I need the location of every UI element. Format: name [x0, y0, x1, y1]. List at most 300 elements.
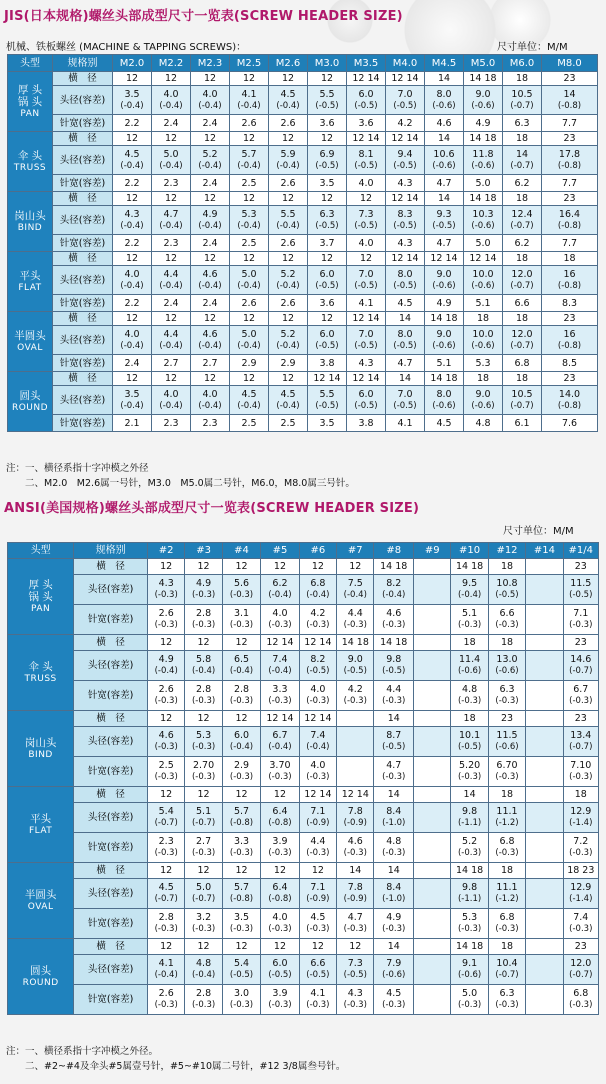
table-cell: 2.7 (-0.3): [185, 833, 222, 863]
table-cell: 12 14: [347, 132, 386, 146]
table-cell: 3.5: [308, 175, 347, 192]
table-cell: 3.6: [347, 115, 386, 132]
table-cell: 5.4 (-0.7): [147, 803, 184, 833]
table-cell: 8.7 (-0.5): [374, 727, 414, 757]
table-cell: 3.1 (-0.3): [222, 605, 260, 635]
table-cell: 12: [230, 192, 269, 206]
spec-label: 头径(容差): [53, 206, 113, 235]
table-cell: 6.9 (-0.5): [308, 146, 347, 175]
spec-label: 针宽(容差): [53, 115, 113, 132]
table-cell: [337, 757, 374, 787]
table-cell: 7.3 (-0.5): [337, 955, 374, 985]
table-cell: 18: [503, 132, 542, 146]
table-cell: 8.4 (-1.0): [374, 879, 414, 909]
table-cell: 5.7 (-0.8): [222, 803, 260, 833]
table-cell: 2.6 (-0.3): [147, 985, 184, 1015]
table-cell: 14: [374, 711, 414, 727]
table-cell: 18: [542, 252, 598, 266]
table-cell: [414, 955, 451, 985]
table-cell: 5.1: [464, 295, 503, 312]
table-cell: 14: [374, 787, 414, 803]
table-cell: [414, 787, 451, 803]
table-cell: 12: [185, 711, 222, 727]
table-cell: 4.2: [386, 115, 425, 132]
table-cell: 6.3 (-0.3): [488, 681, 525, 711]
table-cell: 4.1 (-0.4): [147, 955, 184, 985]
table-cell: [414, 985, 451, 1015]
table-cell: 2.7: [191, 355, 230, 372]
table-cell: 12: [261, 559, 299, 575]
table-cell: 5.0: [464, 175, 503, 192]
jis-note-1: 注：一、横径系指十字冲模之外径: [6, 463, 149, 474]
table-cell: 12: [261, 939, 299, 955]
head-type-name: 岗山头: [14, 209, 46, 222]
spec-label: 头径(容差): [53, 386, 113, 415]
table-cell: 11.5 (-0.5): [563, 575, 598, 605]
table-cell: 12: [185, 787, 222, 803]
table-cell: 18: [451, 635, 488, 651]
spec-label: 头径(容差): [74, 575, 148, 605]
table-cell: 12: [113, 312, 152, 326]
table-cell: 6.7 (-0.4): [261, 727, 299, 757]
table-cell: 6.2: [503, 235, 542, 252]
table-cell: 4.0 (-0.4): [152, 86, 191, 115]
spec-label: 横 径: [74, 939, 148, 955]
spec-label: 针宽(容差): [74, 909, 148, 939]
table-cell: 9.0 (-0.6): [464, 386, 503, 415]
table-cell: 2.6: [269, 115, 308, 132]
table-cell: 12: [308, 252, 347, 266]
table-cell: 12: [269, 132, 308, 146]
table-cell: 18: [488, 863, 525, 879]
table-row: [8, 355, 598, 372]
column-header: M3.5: [347, 55, 386, 72]
column-header: M2.2: [152, 55, 191, 72]
table-cell: 12: [337, 939, 374, 955]
table-cell: 12.0 (-0.7): [503, 326, 542, 355]
table-cell: 2.4: [113, 355, 152, 372]
table-cell: 6.0 (-0.5): [347, 86, 386, 115]
table-cell: 7.4 (-0.3): [563, 909, 598, 939]
table-cell: 10.5 (-0.7): [503, 86, 542, 115]
spec-label: 头径(容差): [74, 955, 148, 985]
table-cell: 5.0 (-0.4): [230, 326, 269, 355]
table-cell: 2.1: [113, 415, 152, 432]
table-row: [8, 575, 599, 605]
column-header: M3.0: [308, 55, 347, 72]
table-cell: 5.5 (-0.4): [269, 206, 308, 235]
table-cell: 18 23: [563, 863, 598, 879]
table-row: [8, 651, 599, 681]
table-cell: 4.3: [386, 235, 425, 252]
table-cell: [414, 863, 451, 879]
table-cell: [526, 727, 563, 757]
table-cell: 4.4 (-0.4): [152, 266, 191, 295]
table-row: [8, 72, 598, 86]
spec-label: 头径(容差): [53, 326, 113, 355]
table-row: [8, 985, 599, 1015]
table-cell: 2.8 (-0.3): [147, 909, 184, 939]
table-cell: 4.0 (-0.4): [152, 386, 191, 415]
table-cell: 5.5 (-0.5): [308, 86, 347, 115]
table-cell: 14: [451, 787, 488, 803]
table-cell: 12.9 (-1.4): [563, 803, 598, 833]
table-cell: [414, 681, 451, 711]
table-cell: 5.0 (-0.3): [451, 985, 488, 1015]
table-cell: 12 14: [299, 635, 336, 651]
head-type-en: BIND: [17, 222, 43, 233]
table-cell: 2.6: [269, 175, 308, 192]
table-cell: 4.5 (-0.4): [230, 386, 269, 415]
column-header: #9: [414, 543, 451, 559]
table-cell: 12: [185, 559, 222, 575]
table-cell: 4.7: [425, 235, 464, 252]
table-cell: 12: [147, 635, 184, 651]
table-cell: [526, 879, 563, 909]
table-cell: 2.3: [152, 415, 191, 432]
column-header: M2.5: [230, 55, 269, 72]
table-row: [8, 146, 598, 175]
table-cell: 4.8: [464, 415, 503, 432]
table-cell: 3.3 (-0.3): [261, 681, 299, 711]
table-cell: 12: [191, 192, 230, 206]
table-cell: [526, 575, 563, 605]
table-cell: 4.5: [386, 295, 425, 312]
table-cell: 2.5 (-0.3): [147, 757, 184, 787]
head-type-en: OVAL: [17, 342, 43, 353]
head-type-cell: [8, 863, 74, 939]
head-type-cell: [8, 711, 74, 787]
table-cell: 7.8 (-0.9): [337, 803, 374, 833]
table-cell: 14 18: [451, 863, 488, 879]
table-cell: 8.4 (-1.0): [374, 803, 414, 833]
table-cell: 3.5: [308, 415, 347, 432]
table-cell: 2.3: [152, 175, 191, 192]
table-cell: 14: [374, 863, 414, 879]
table-row: [8, 681, 599, 711]
table-cell: [414, 559, 451, 575]
table-cell: 10.5 (-0.7): [503, 386, 542, 415]
table-cell: 4.0: [347, 235, 386, 252]
table-cell: 4.6 (-0.3): [337, 833, 374, 863]
table-cell: 14: [425, 192, 464, 206]
table-cell: 18: [503, 312, 542, 326]
column-header: #1/4: [563, 543, 598, 559]
table-cell: 4.5 (-0.4): [269, 386, 308, 415]
table-cell: 14: [425, 132, 464, 146]
table-cell: 14 18: [425, 372, 464, 386]
table-cell: 14 (-0.8): [542, 86, 598, 115]
spec-label: 头径(容差): [53, 146, 113, 175]
table-cell: 5.20 (-0.3): [451, 757, 488, 787]
table-cell: 23: [563, 635, 598, 651]
table-cell: 12 14: [299, 787, 336, 803]
table-cell: 2.6 (-0.3): [147, 681, 184, 711]
table-cell: 4.3 (-0.3): [147, 575, 184, 605]
table-cell: 4.0 (-0.4): [191, 386, 230, 415]
table-cell: 12: [113, 252, 152, 266]
table-cell: 2.8 (-0.3): [185, 605, 222, 635]
table-cell: 12 14: [347, 372, 386, 386]
table-cell: 14: [425, 72, 464, 86]
ansi-size-table: [7, 542, 599, 1015]
table-cell: 5.3 (-0.3): [185, 727, 222, 757]
spec-label: 横 径: [74, 559, 148, 575]
table-cell: 12: [269, 372, 308, 386]
table-cell: 12 14: [299, 711, 336, 727]
table-cell: 2.5: [269, 415, 308, 432]
column-header: 头型: [8, 543, 74, 559]
spec-label: 横 径: [74, 635, 148, 651]
ansi-title: ANSI(美国规格)螺丝头部成型尺寸一览表(SCREW HEADER SIZE): [4, 501, 420, 516]
table-cell: 4.5: [425, 415, 464, 432]
table-cell: 6.4 (-0.8): [261, 803, 299, 833]
table-cell: 12: [147, 787, 184, 803]
table-row: [8, 635, 599, 651]
table-cell: 5.0 (-0.4): [230, 266, 269, 295]
table-cell: 16.4 (-0.8): [542, 206, 598, 235]
spec-label: 针宽(容差): [53, 415, 113, 432]
table-cell: 4.4 (-0.3): [374, 681, 414, 711]
table-cell: 12 14: [261, 635, 299, 651]
table-row: [8, 235, 598, 252]
table-cell: 12: [191, 372, 230, 386]
head-type-en: FLAT: [18, 282, 42, 293]
table-cell: 4.1 (-0.4): [230, 86, 269, 115]
table-cell: 12: [269, 72, 308, 86]
column-header: M6.0: [503, 55, 542, 72]
head-type-en: ROUND: [11, 402, 49, 413]
table-cell: 3.70 (-0.3): [261, 757, 299, 787]
table-cell: 12: [191, 72, 230, 86]
table-cell: 6.8 (-0.4): [299, 575, 336, 605]
head-type-name: 伞 头: [17, 149, 43, 162]
head-type-name: 半圆头: [24, 888, 57, 901]
table-cell: 12: [308, 312, 347, 326]
table-cell: 23: [542, 372, 598, 386]
table-cell: [414, 575, 451, 605]
table-cell: 2.4: [191, 175, 230, 192]
table-cell: 6.1: [503, 415, 542, 432]
table-cell: 4.6 (-0.3): [147, 727, 184, 757]
table-cell: 2.4: [191, 295, 230, 312]
table-cell: 4.7 (-0.3): [374, 757, 414, 787]
table-cell: 5.5 (-0.5): [308, 386, 347, 415]
table-cell: [526, 787, 563, 803]
table-cell: 9.5 (-0.4): [451, 575, 488, 605]
table-cell: 18: [488, 787, 525, 803]
table-cell: 2.3 (-0.3): [147, 833, 184, 863]
table-cell: 4.6 (-0.4): [191, 266, 230, 295]
table-cell: 9.4 (-0.5): [386, 146, 425, 175]
jis-title: JIS(日本规格)螺丝头部成型尺寸一览表(SCREW HEADER SIZE): [4, 9, 403, 24]
table-cell: 2.4: [152, 115, 191, 132]
spec-label: 针宽(容差): [74, 985, 148, 1015]
table-cell: 2.6: [230, 115, 269, 132]
table-cell: 14 18: [464, 132, 503, 146]
head-type-name: 圆头: [19, 389, 41, 402]
table-cell: 7.1 (-0.9): [299, 803, 336, 833]
table-cell: 3.5 (-0.4): [113, 86, 152, 115]
table-cell: 6.6 (-0.3): [488, 605, 525, 635]
table-cell: [526, 833, 563, 863]
table-cell: 14 18: [464, 72, 503, 86]
table-cell: 6.2 (-0.4): [261, 575, 299, 605]
table-cell: 12: [299, 863, 336, 879]
table-cell: 12.0 (-0.7): [503, 266, 542, 295]
table-row: [8, 863, 599, 879]
table-cell: 12 14: [347, 312, 386, 326]
column-header: 规格别: [74, 543, 148, 559]
table-cell: 3.3 (-0.3): [222, 833, 260, 863]
table-cell: 23: [542, 312, 598, 326]
table-cell: 5.2 (-0.3): [451, 833, 488, 863]
table-cell: 3.5 (-0.4): [113, 386, 152, 415]
table-cell: 5.0 (-0.7): [185, 879, 222, 909]
table-cell: 14: [386, 312, 425, 326]
table-cell: 12: [230, 132, 269, 146]
table-cell: 12: [269, 312, 308, 326]
spec-label: 针宽(容差): [53, 175, 113, 192]
column-header: M2.3: [191, 55, 230, 72]
table-cell: 12 14: [425, 252, 464, 266]
table-cell: 8.0 (-0.5): [386, 326, 425, 355]
table-cell: 9.0 (-0.5): [337, 651, 374, 681]
table-cell: 5.8 (-0.4): [185, 651, 222, 681]
table-cell: 23: [488, 711, 525, 727]
table-row: [8, 879, 599, 909]
table-cell: 7.3 (-0.5): [347, 206, 386, 235]
jis-note-2: 二、M2.0 M2.6属一号针，M3.0 M5.0属二号针，M6.0，M8.0属三号针。: [6, 478, 355, 489]
table-cell: [414, 635, 451, 651]
column-header: M4.0: [386, 55, 425, 72]
table-cell: 4.8 (-0.4): [185, 955, 222, 985]
table-cell: 4.9 (-0.3): [185, 575, 222, 605]
table-cell: 9.3 (-0.5): [425, 206, 464, 235]
column-header: #4: [222, 543, 260, 559]
table-cell: [414, 803, 451, 833]
table-row: [8, 386, 598, 415]
spec-label: 头径(容差): [53, 266, 113, 295]
table-cell: 3.7: [308, 235, 347, 252]
spec-label: 头径(容差): [74, 803, 148, 833]
table-row: [8, 326, 598, 355]
table-cell: 4.0 (-0.3): [261, 909, 299, 939]
table-cell: 12: [147, 939, 184, 955]
table-cell: [414, 909, 451, 939]
table-cell: [414, 833, 451, 863]
column-header: #12: [488, 543, 525, 559]
table-cell: 23: [542, 132, 598, 146]
table-cell: 9.8 (-1.1): [451, 879, 488, 909]
table-cell: 6.8 (-0.3): [488, 833, 525, 863]
table-cell: [414, 939, 451, 955]
table-cell: 6.3 (-0.3): [488, 985, 525, 1015]
head-type-name: 半圆头: [14, 329, 46, 342]
jis-size-table: [7, 54, 598, 432]
table-cell: 23: [563, 939, 598, 955]
table-cell: 23: [542, 72, 598, 86]
table-cell: 12: [347, 192, 386, 206]
column-header: M5.0: [464, 55, 503, 72]
table-cell: 2.4: [191, 115, 230, 132]
table-cell: 4.1: [386, 415, 425, 432]
table-cell: 18: [563, 787, 598, 803]
table-cell: 12: [222, 863, 260, 879]
table-cell: 14.0 (-0.8): [542, 386, 598, 415]
table-cell: 8.3 (-0.5): [386, 206, 425, 235]
table-cell: 5.6 (-0.3): [222, 575, 260, 605]
table-cell: 9.1 (-0.6): [451, 955, 488, 985]
table-cell: 11.5 (-0.6): [488, 727, 525, 757]
table-cell: 6.0 (-0.5): [308, 266, 347, 295]
table-cell: 12: [299, 939, 336, 955]
table-cell: [526, 605, 563, 635]
table-cell: 7.5 (-0.4): [337, 575, 374, 605]
table-cell: 5.3: [464, 355, 503, 372]
table-row: [8, 266, 598, 295]
table-cell: 12.0 (-0.7): [563, 955, 598, 985]
table-cell: 7.8 (-0.9): [337, 879, 374, 909]
table-cell: 12: [152, 132, 191, 146]
head-type-name: 厚 头 锅 头: [28, 578, 53, 603]
table-cell: [526, 559, 563, 575]
table-cell: 4.1: [347, 295, 386, 312]
spec-label: 针宽(容差): [53, 235, 113, 252]
spec-label: 头径(容差): [74, 879, 148, 909]
table-cell: 12: [191, 312, 230, 326]
table-cell: 4.2 (-0.3): [299, 605, 336, 635]
table-cell: 10.4 (-0.7): [488, 955, 525, 985]
table-cell: 12: [308, 192, 347, 206]
spec-label: 头径(容差): [74, 651, 148, 681]
table-cell: 4.7 (-0.4): [152, 206, 191, 235]
spec-label: 横 径: [53, 312, 113, 326]
table-cell: 6.5 (-0.4): [222, 651, 260, 681]
head-type-en: OVAL: [27, 901, 54, 912]
table-cell: 8.3: [542, 295, 598, 312]
column-header: 头型: [8, 55, 53, 72]
table-cell: 5.0: [464, 235, 503, 252]
jis-unit: 尺寸单位：M/M: [497, 42, 568, 53]
table-cell: 7.0 (-0.5): [386, 86, 425, 115]
column-header: #6: [299, 543, 336, 559]
table-cell: 10.0 (-0.6): [464, 326, 503, 355]
table-row: [8, 955, 599, 985]
table-cell: 12: [113, 132, 152, 146]
table-cell: 7.10 (-0.3): [563, 757, 598, 787]
table-cell: 4.0 (-0.4): [113, 326, 152, 355]
table-row: [8, 727, 599, 757]
table-cell: 4.5 (-0.3): [299, 909, 336, 939]
table-cell: 12: [113, 72, 152, 86]
table-cell: 18: [503, 372, 542, 386]
table-cell: 11.1 (-1.2): [488, 879, 525, 909]
table-cell: 14: [374, 939, 414, 955]
table-cell: 2.5: [230, 415, 269, 432]
table-cell: 12: [152, 312, 191, 326]
table-row: [8, 909, 599, 939]
table-cell: 6.0 (-0.5): [308, 326, 347, 355]
table-cell: 10.1 (-0.5): [451, 727, 488, 757]
table-cell: 7.0 (-0.5): [347, 326, 386, 355]
table-cell: [337, 711, 374, 727]
table-cell: 8.2 (-0.4): [374, 575, 414, 605]
column-header: #8: [374, 543, 414, 559]
table-cell: 6.8: [503, 355, 542, 372]
spec-label: 横 径: [53, 372, 113, 386]
table-cell: 6.8 (-0.3): [488, 909, 525, 939]
